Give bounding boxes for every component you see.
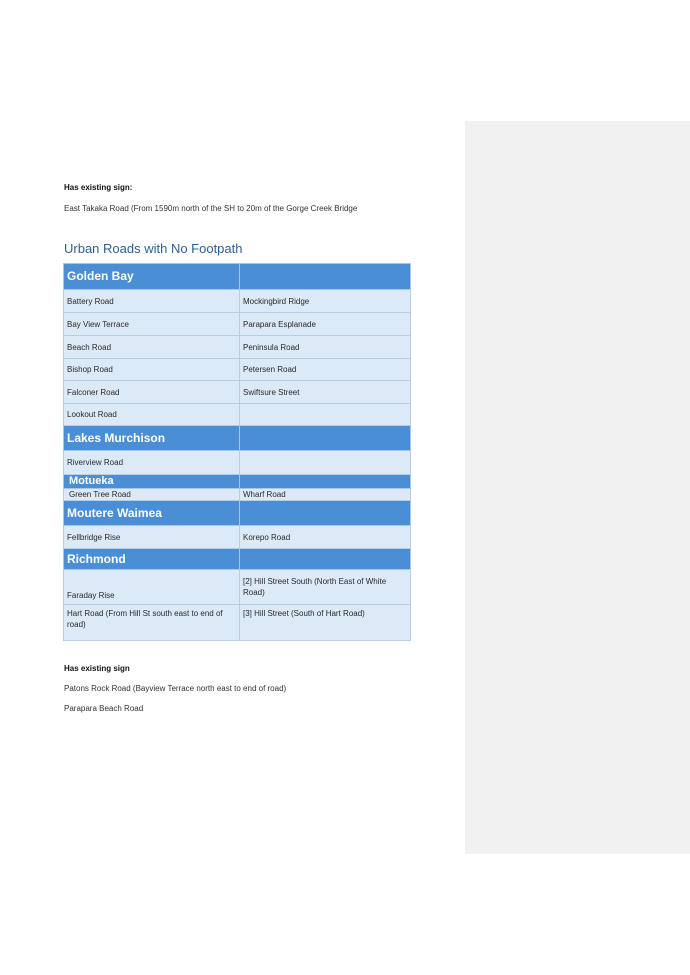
east-takaka-road-line: East Takaka Road (From 1590m north of the SH to 20m of the Gorge Creek Bridge	[64, 204, 358, 213]
table-cell: Falconer Road	[64, 381, 240, 404]
table-row	[64, 313, 411, 336]
comment-pane	[465, 121, 690, 854]
group-title-motueka: Motueka	[64, 475, 240, 489]
table-row	[64, 336, 411, 359]
table-cell: Wharf Road	[240, 489, 411, 501]
table-cell: Fellbridge Rise	[64, 526, 240, 549]
group-row-golden-bay	[64, 264, 411, 290]
urban-roads-heading: Urban Roads with No Footpath	[64, 241, 243, 256]
table-cell: Peninsula Road	[240, 336, 411, 359]
has-existing-sign-label-2: Has existing sign	[64, 664, 130, 673]
table-cell: Bay View Terrace	[64, 313, 240, 336]
urban-roads-table	[63, 263, 411, 641]
table-cell: Beach Road	[64, 336, 240, 359]
table-cell: Petersen Road	[240, 359, 411, 381]
table-row	[64, 526, 411, 549]
table-cell: Faraday Rise	[64, 570, 240, 605]
table-row	[64, 570, 411, 605]
table-cell: Bishop Road	[64, 359, 240, 381]
group-empty-cell	[240, 426, 411, 451]
table-cell	[240, 451, 411, 475]
group-row-moutere-waimea	[64, 501, 411, 526]
table-row	[64, 381, 411, 404]
table-cell	[240, 404, 411, 426]
patons-rock-road-line: Patons Rock Road (Bayview Terrace north east to end of road)	[64, 684, 287, 693]
group-row-lakes-murchison	[64, 426, 411, 451]
table-row	[64, 605, 411, 641]
table-row	[64, 489, 411, 501]
group-row-richmond	[64, 549, 411, 570]
group-row-motueka	[64, 475, 411, 489]
table-cell: [3] Hill Street (South of Hart Road)	[240, 605, 411, 641]
group-title-moutere-waimea: Moutere Waimea	[64, 501, 240, 526]
table-cell: Parapara Esplanade	[240, 313, 411, 336]
group-title-golden-bay: Golden Bay	[64, 264, 240, 290]
table-cell: Green Tree Road	[64, 489, 240, 501]
table-row	[64, 451, 411, 475]
group-title-lakes-murchison: Lakes Murchison	[64, 426, 240, 451]
table-cell: Korepo Road	[240, 526, 411, 549]
table-cell: Lookout Road	[64, 404, 240, 426]
group-empty-cell	[240, 501, 411, 526]
table-cell: [2] Hill Street South (North East of White Road)	[240, 570, 411, 605]
parapara-beach-road-line: Parapara Beach Road	[64, 704, 144, 713]
table-cell: Hart Road (From Hill St south east to end of road)	[64, 605, 240, 641]
table-cell: Riverview Road	[64, 451, 240, 475]
group-empty-cell	[240, 475, 411, 489]
table-cell: Swiftsure Street	[240, 381, 411, 404]
group-empty-cell	[240, 549, 411, 570]
group-empty-cell	[240, 264, 411, 290]
table-row	[64, 290, 411, 313]
has-existing-sign-label-1: Has existing sign:	[64, 183, 133, 192]
table-row	[64, 404, 411, 426]
table-cell: Battery Road	[64, 290, 240, 313]
table-row	[64, 359, 411, 381]
table-cell: Mockingbird Ridge	[240, 290, 411, 313]
group-title-richmond: Richmond	[64, 549, 240, 570]
